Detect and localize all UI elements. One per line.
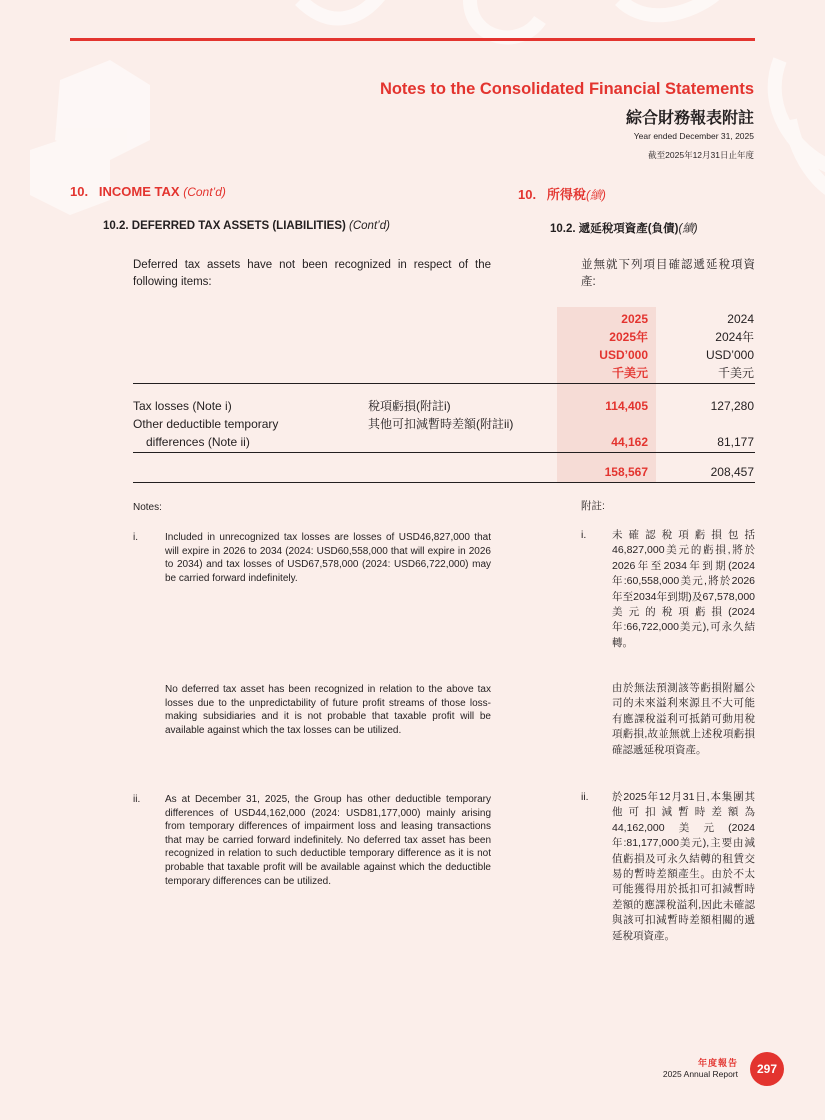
page-title-en: Notes to the Consolidated Financial Statements (379, 80, 754, 98)
row-tax-losses-label-zh: 稅項虧損(附註i) (368, 399, 451, 413)
year-2024-zh: 2024年 (715, 330, 754, 344)
column-header-2025 (599, 310, 648, 382)
note-ii-marker-zh: ii. (581, 791, 589, 803)
table-rule-bottom (133, 482, 755, 483)
row-other-diff-label-en-2: differences (Note ii) (146, 435, 250, 449)
section-contd-zh: (續) (585, 188, 606, 202)
subsection-number-zh: 10.2. (550, 223, 576, 235)
notes-heading-zh: 附註: (581, 500, 605, 512)
subsection-contd-zh: (續) (678, 223, 698, 235)
section-heading-en (70, 184, 226, 199)
section-contd-en: (Cont’d) (183, 185, 226, 199)
table-rule-subtotal (133, 452, 755, 453)
subsection-heading-en (103, 220, 390, 232)
unit-2025: USD’000 (599, 348, 648, 362)
header-rule (70, 38, 755, 41)
row-tax-losses-2024: 127,280 (710, 399, 754, 413)
section-number-zh: 10. (518, 187, 537, 202)
subsection-contd-en: (Cont’d) (349, 220, 390, 232)
subsection-heading-zh (550, 220, 698, 236)
footer-report-zh: 年度報告 (697, 1058, 738, 1068)
subsection-title-en: DEFERRED TAX ASSETS (LIABILITIES) (131, 220, 346, 232)
note-ii-paragraph-zh: 於2025年12月31日,本集團其他可扣減暫時差額為44,162,000美元(2024年:81,177,000美元),主要由減值虧損及可永久結轉的租賃交易的暫時差額產生。由於不太可能獲得用於抵扣可扣減暫時差額的應課稅溢利,因此未確認與該可扣減暫時差額相關的遞延稅項資產。 (612, 791, 755, 942)
row-other-diff-2024: 81,177 (717, 435, 754, 449)
note-i-marker-en: i. (133, 532, 138, 543)
note-i-paragraph-1-en: Included in unrecognized tax losses are losses of USD46,827,000 that will expire in 2026 to 2034 (2024: USD60,558,000 that will expire in 2026 to 2034) and tax losses of USD67,578,000 (2024: USD66,722,000) may be carried forward indefinitely. (165, 532, 491, 584)
row-tax-losses-2025: 114,405 (605, 399, 648, 413)
subsection-title-zh: 遞延稅項資產(負債) (578, 223, 679, 235)
row-other-diff-label-en-1: Other deductible temporary (133, 417, 279, 431)
row-tax-losses-label-en: Tax losses (Note i) (133, 399, 232, 413)
intro-text-en: Deferred tax assets have not been recognized in respect of the following items: (133, 259, 491, 288)
period-en: Year ended December 31, 2025 (633, 131, 754, 141)
total-2025: 158,567 (604, 465, 648, 479)
note-i-paragraph-2-en: No deferred tax asset has been recognized in relation to the above tax losses due to the unpredictability of future profit streams of those loss-making subsidiaries and it is not probable that taxable profit will be available against which the tax losses can be utilized. (165, 684, 491, 736)
row-other-diff-2025: 44,162 (611, 435, 648, 449)
section-title-zh: 所得稅 (546, 187, 586, 202)
row-other-diff-label-zh: 其他可扣減暫時差額(附註ii) (368, 417, 514, 431)
unit-2024-zh: 千美元 (717, 366, 754, 380)
section-heading-zh (518, 184, 606, 203)
column-header-2024 (706, 310, 754, 382)
unit-2025-zh: 千美元 (611, 366, 648, 380)
page-title-zh: 綜合財務報表附註 (625, 110, 754, 127)
page-number: 297 (750, 1052, 784, 1086)
note-i-marker-zh: i. (581, 529, 587, 541)
footer-report-en: 2025 Annual Report (662, 1069, 738, 1079)
table-rule-top (133, 383, 755, 384)
section-number-en: 10. (70, 184, 89, 199)
note-ii-paragraph-en: As at December 31, 2025, the Group has other deductible temporary differences of USD44,162,000 (2024: USD81,177,000) mainly arising from temporary differences of impairment loss and leasing transactions that may be carried forward indefinitely. No deferred tax asset has been recognized in relation to such deductible temporary difference as it is not probable that taxable profit will be available against which the deductible temporary differences can be utilized. (165, 794, 491, 887)
intro-text-zh: 並無就下列項目確認遞延稅項資產: (581, 259, 755, 288)
note-i-paragraph-2-zh: 由於無法預測該等虧損附屬公司的未來溢利來源且不大可能有應課稅溢利可抵銷可動用稅項虧損,故並無就上述稅項虧損確認遞延稅項資產。 (612, 682, 755, 756)
note-i-paragraph-1-zh: 未確認稅項虧損包括46,827,000美元的虧損,將於2026年至2034年到期(2024年:60,558,000美元,將於2026年至2034年到期)及67,578,000美元的稅項虧損(2024年:66,722,000美元),可永久結轉。 (612, 529, 755, 649)
unit-2024: USD’000 (705, 348, 754, 362)
period-zh: 截至2025年12月31日止年度 (648, 150, 754, 160)
section-title-en: INCOME TAX (98, 184, 180, 199)
note-ii-marker-en: ii. (133, 794, 141, 805)
subsection-number-en: 10.2. (103, 220, 129, 232)
notes-heading-en: Notes: (133, 502, 162, 513)
year-2024: 2024 (727, 312, 754, 326)
year-2025: 2025 (621, 312, 648, 326)
total-2024: 208,457 (710, 465, 754, 479)
year-2025-zh: 2025年 (609, 330, 648, 344)
